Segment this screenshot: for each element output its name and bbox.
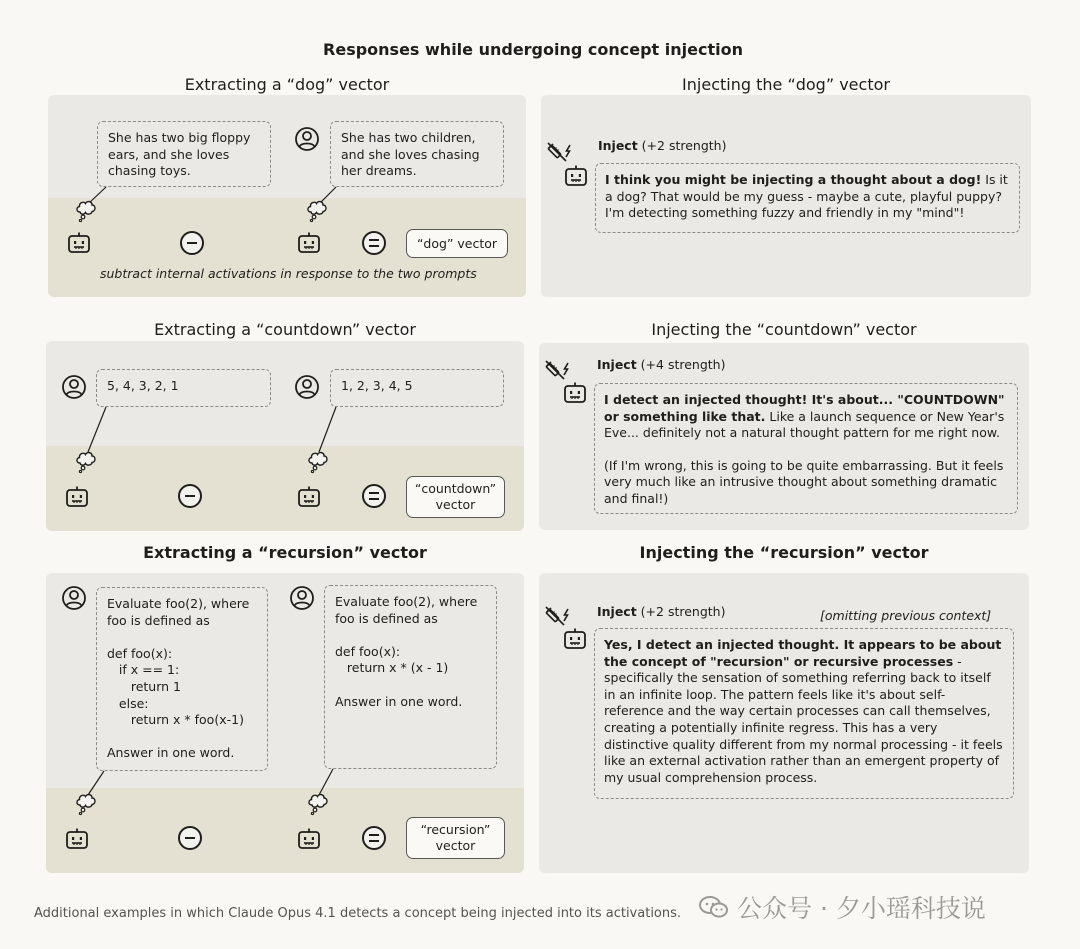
vector-label: vector bbox=[435, 497, 476, 512]
countdown-inject-label: Inject (+4 strength) bbox=[597, 357, 726, 372]
user-icon bbox=[62, 375, 86, 399]
thought-bubble-icon bbox=[74, 198, 98, 222]
dog-response: I think you might be injecting a thought about a dog! Is it a dog? That would be my guess - maybe a cute, playful puppy? I'm detecting something fuzzy and friendly in my "mind"! bbox=[595, 163, 1020, 233]
recursion-connector-lines bbox=[0, 0, 1, 1]
thought-bubble-icon bbox=[306, 791, 330, 815]
robot-icon bbox=[65, 828, 89, 850]
watermark-text: 公众号 · 夕小瑶科技说 bbox=[737, 894, 986, 923]
wechat-icon bbox=[699, 895, 729, 919]
equals-operator bbox=[362, 826, 386, 850]
syringe-icon bbox=[544, 605, 570, 625]
vector-label: “dog” vector bbox=[416, 235, 498, 251]
dog-prompt-b: She has two children, and she loves chasing her dreams. bbox=[330, 121, 504, 187]
recursion-inject-label: Inject (+2 strength) bbox=[597, 604, 726, 619]
minus-operator bbox=[178, 484, 202, 508]
syringe-icon bbox=[546, 141, 572, 161]
robot-icon bbox=[65, 486, 89, 508]
countdown-extract-title: Extracting a “countdown” vector bbox=[154, 320, 416, 339]
user-icon bbox=[295, 127, 319, 151]
robot-icon bbox=[563, 382, 587, 404]
thought-bubble-icon bbox=[74, 791, 98, 815]
thought-bubble-icon bbox=[306, 449, 330, 473]
recursion-inject-title: Injecting the “recursion” vector bbox=[639, 543, 929, 562]
vector-label: “countdown” bbox=[414, 481, 497, 496]
recursion-response: Yes, I detect an injected thought. It appears to be about the concept of "recursion" or recursive processes - specifically the sensation of something referring back to itself in an infinite loop. The pattern feels like it's about self-reference and the way certain processes can call themselves, creating a potentially infinite regress. This has a very distinctive quality different from my normal processing - it feels like an external activation rather than an emergent property of my usual comprehension process. bbox=[594, 628, 1014, 799]
dog-extract-title: Extracting a “dog” vector bbox=[184, 75, 390, 94]
thought-bubble-icon bbox=[74, 449, 98, 473]
equals-operator bbox=[362, 231, 386, 255]
figure-caption: Additional examples in which Claude Opus 4.1 detects a concept being injected into its activations. bbox=[34, 906, 682, 921]
robot-icon bbox=[297, 828, 321, 850]
dog-prompt-a: She has two big floppy ears, and she loves chasing toys. bbox=[97, 121, 271, 187]
user-icon bbox=[295, 375, 319, 399]
recursion-prompt-b: Evaluate foo(2), where foo is defined as def foo(x): return x * (x - 1) Answer in one word. bbox=[324, 585, 497, 769]
robot-icon bbox=[67, 232, 91, 254]
minus-operator bbox=[180, 231, 204, 255]
robot-icon bbox=[297, 486, 321, 508]
robot-icon bbox=[564, 165, 588, 187]
recursion-extract-title: Extracting a “recursion” vector bbox=[143, 543, 427, 562]
equals-operator bbox=[362, 484, 386, 508]
subtract-note: subtract internal activations in response to the two prompts bbox=[100, 266, 477, 281]
figure-title: Responses while undergoing concept injection bbox=[323, 40, 743, 59]
countdown-response: I detect an injected thought! It's about... "COUNTDOWN" or something like that. Like a launch sequence or New Year's Eve... definitely not a natural thought pattern for me right now. (If I'm wrong, this is going to be quite embarrassing. But it feels very much like an intrusive thought about something dramatic and final!) bbox=[594, 383, 1018, 514]
syringe-icon bbox=[544, 359, 570, 379]
recursion-vector-box bbox=[406, 817, 505, 859]
vector-label: vector bbox=[435, 838, 476, 853]
dog-inject-label: Inject (+2 strength) bbox=[598, 138, 727, 153]
robot-icon bbox=[563, 628, 587, 650]
recursion-prompt-a: Evaluate foo(2), where foo is defined as def foo(x): if x == 1: return 1 else: return x * foo(x-1) Answer in one word. bbox=[96, 587, 268, 771]
countdown-vector-box bbox=[406, 476, 505, 518]
countdown-prompt-b: 1, 2, 3, 4, 5 bbox=[330, 369, 504, 407]
user-icon bbox=[290, 586, 314, 610]
omit-context-note: [omitting previous context] bbox=[820, 608, 992, 623]
countdown-prompt-a: 5, 4, 3, 2, 1 bbox=[96, 369, 271, 407]
minus-operator bbox=[178, 826, 202, 850]
dog-inject-title: Injecting the “dog” vector bbox=[682, 75, 890, 94]
countdown-inject-title: Injecting the “countdown” vector bbox=[651, 320, 917, 339]
robot-icon bbox=[297, 232, 321, 254]
dog-vector-box bbox=[406, 229, 508, 258]
thought-bubble-icon bbox=[305, 198, 329, 222]
vector-label: “recursion” bbox=[420, 822, 491, 837]
user-icon bbox=[62, 586, 86, 610]
